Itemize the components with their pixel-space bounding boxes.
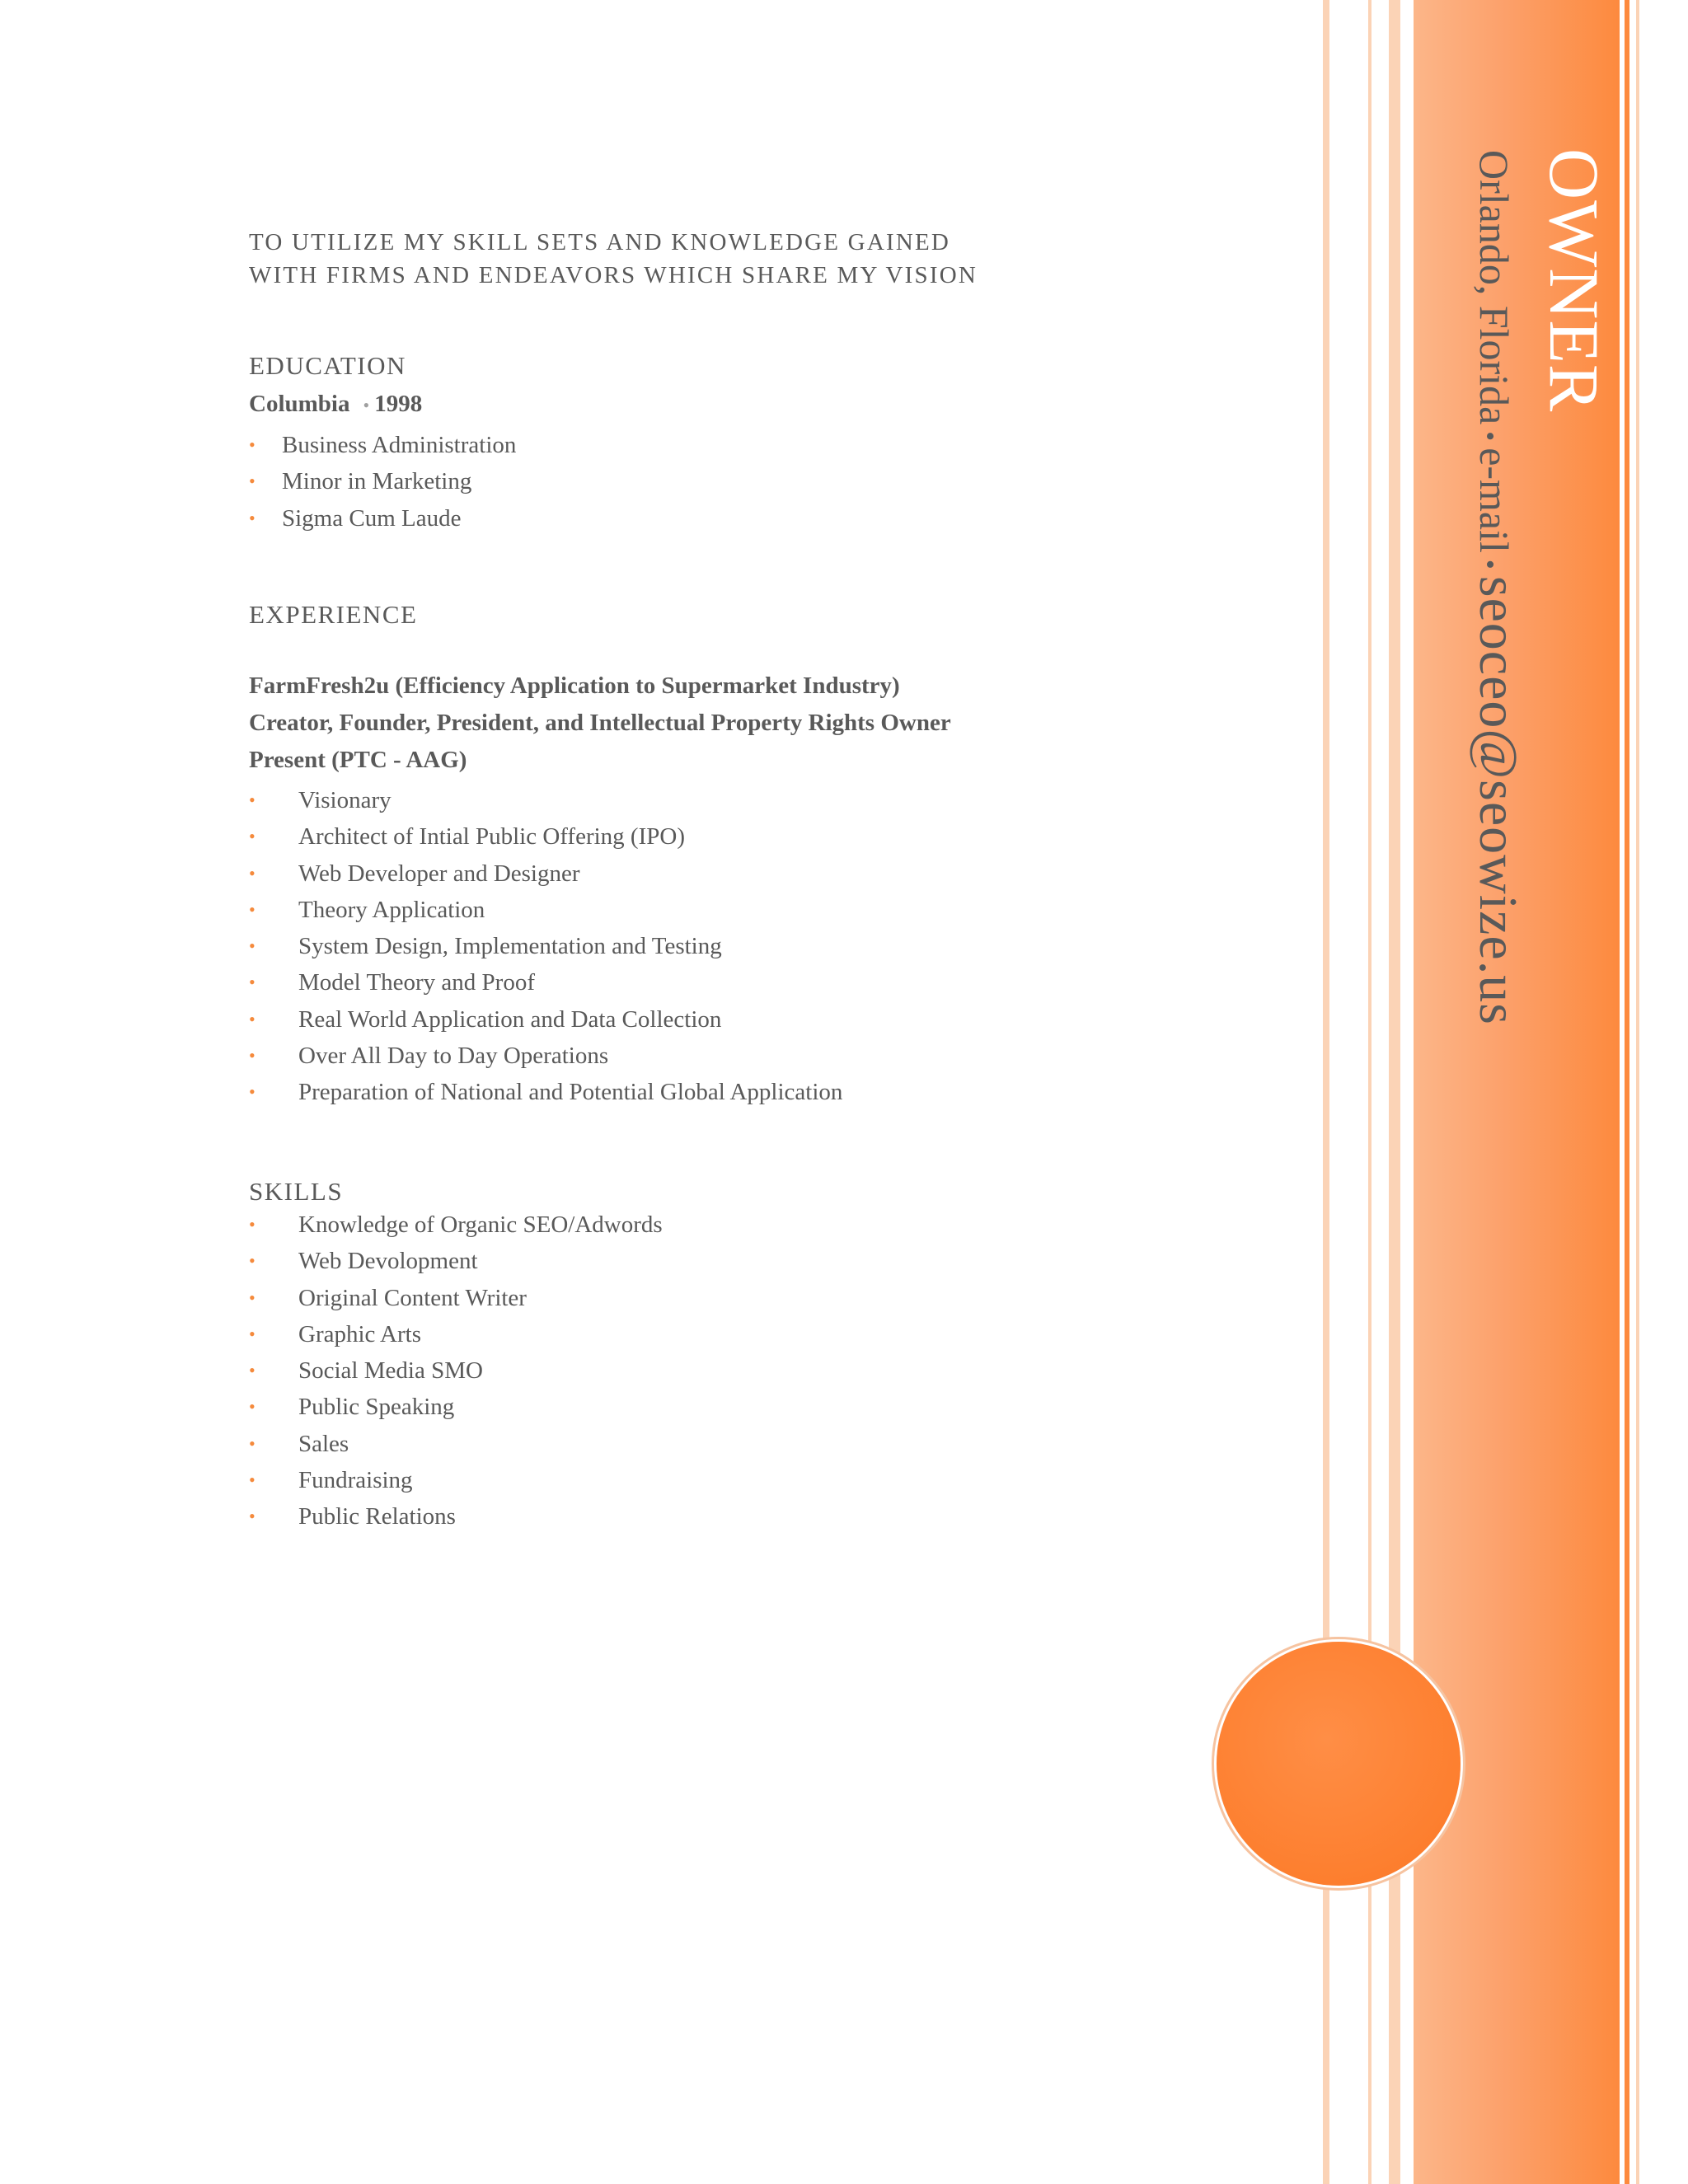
- separator: •: [1475, 559, 1506, 569]
- resume-title: OWNER: [1535, 148, 1614, 413]
- list-item-text: Architect of Intial Public Offering (IPO): [298, 823, 685, 851]
- list-item-text: Theory Application: [298, 896, 485, 923]
- list-item-text: Visionary: [298, 787, 392, 813]
- decor-stripe: [1625, 0, 1629, 2184]
- list-item: [249, 1243, 663, 1279]
- bullet-icon: •: [249, 1506, 256, 1527]
- education-list: [249, 427, 516, 537]
- list-item-text: Social Media SMO: [298, 1357, 483, 1385]
- list-item: [249, 928, 842, 964]
- list-item-text: Over All Day to Day Operations: [298, 1043, 609, 1070]
- education-school: [249, 391, 422, 418]
- decor-stripe: [1636, 0, 1639, 2184]
- list-item-text: Public Relations: [298, 1503, 456, 1530]
- objective-line: TO UTILIZE MY SKILL SETS AND KNOWLEDGE GAINED: [249, 229, 951, 255]
- list-item-text: Sigma Cum Laude: [282, 504, 462, 532]
- list-item: [249, 1280, 663, 1316]
- email-label: e-mail: [1471, 448, 1517, 553]
- bullet-icon: •: [249, 1469, 256, 1491]
- list-item-text: Web Developer and Designer: [298, 860, 580, 887]
- list-item-text: Sales: [298, 1430, 349, 1457]
- list-item: [249, 1462, 663, 1498]
- bullet-icon: •: [249, 507, 256, 528]
- experience-list: [249, 782, 842, 1111]
- list-item-text: Knowledge of Organic SEO/Adwords: [298, 1212, 663, 1238]
- list-item-text: Business Administration: [282, 432, 517, 458]
- list-item-text: Model Theory and Proof: [298, 969, 535, 996]
- bullet-icon: •: [249, 1045, 256, 1066]
- bullet-icon: •: [249, 1081, 256, 1103]
- list-item-text: Graphic Arts: [298, 1320, 421, 1347]
- list-item-text: Preparation of National and Potential Global Application: [298, 1079, 843, 1106]
- experience-heading: EXPERIENCE: [249, 600, 418, 629]
- list-item: [249, 463, 516, 499]
- bullet-icon: •: [249, 862, 256, 883]
- list-item: [249, 1001, 842, 1038]
- list-item: [249, 1498, 663, 1535]
- objective-line: WITH FIRMS AND ENDEAVORS WHICH SHARE MY VISION: [249, 262, 978, 288]
- bullet-icon: •: [249, 826, 256, 847]
- list-item: [249, 855, 842, 892]
- contact-line: [1466, 150, 1529, 1025]
- list-item: [249, 1426, 663, 1462]
- separator: •: [1475, 431, 1506, 442]
- skills-heading: SKILLS: [249, 1177, 344, 1206]
- bullet-icon: •: [249, 898, 256, 920]
- bullet-icon: •: [249, 935, 256, 957]
- list-item-text: Original Content Writer: [298, 1284, 527, 1311]
- objective: [249, 226, 1114, 292]
- bullet-icon: •: [249, 434, 256, 455]
- list-item-text: Minor in Marketing: [282, 468, 472, 495]
- list-item-text: Real World Application and Data Collection: [298, 1005, 722, 1033]
- list-item: [249, 818, 842, 855]
- separator: •: [363, 395, 370, 416]
- list-item-text: Fundraising: [298, 1467, 413, 1494]
- list-item: [249, 782, 842, 818]
- list-item-text: Web Devolopment: [298, 1248, 478, 1275]
- list-item: [249, 427, 516, 463]
- list-item: [249, 500, 516, 537]
- email-link[interactable]: seoceo@seowize.us: [1468, 575, 1528, 1025]
- skills-list: [249, 1207, 663, 1535]
- list-item: [249, 1352, 663, 1389]
- list-item: [249, 964, 842, 1001]
- bullet-icon: •: [249, 1432, 256, 1454]
- bullet-icon: •: [249, 1250, 256, 1272]
- experience-role: Creator, Founder, President, and Intellectual Property Rights Owner: [249, 710, 951, 736]
- list-item: [249, 1316, 663, 1352]
- education-heading: EDUCATION: [249, 351, 406, 380]
- list-item-text: System Design, Implementation and Testing: [298, 933, 722, 960]
- list-item: [249, 1389, 663, 1425]
- list-item: [249, 1074, 842, 1110]
- bullet-icon: •: [249, 1360, 256, 1381]
- bullet-icon: •: [249, 1286, 256, 1308]
- decor-circle: [1217, 1642, 1461, 1886]
- bullet-icon: •: [249, 471, 256, 492]
- bullet-icon: •: [249, 972, 256, 993]
- bullet-icon: •: [249, 1214, 256, 1235]
- experience-period: Present (PTC - AAG): [249, 747, 467, 773]
- school-year: 1998: [374, 391, 423, 417]
- location: Orlando, Florida: [1471, 150, 1517, 425]
- school-name: Columbia: [249, 391, 350, 417]
- bullet-icon: •: [249, 790, 256, 810]
- bullet-icon: •: [249, 1323, 256, 1344]
- experience-company: FarmFresh2u (Efficiency Application to Supermarket Industry): [249, 673, 900, 699]
- bullet-icon: •: [249, 1396, 256, 1418]
- list-item: [249, 1038, 842, 1074]
- list-item-text: Public Speaking: [298, 1394, 455, 1421]
- list-item: [249, 892, 842, 928]
- list-item: [249, 1207, 663, 1243]
- bullet-icon: •: [249, 1008, 256, 1029]
